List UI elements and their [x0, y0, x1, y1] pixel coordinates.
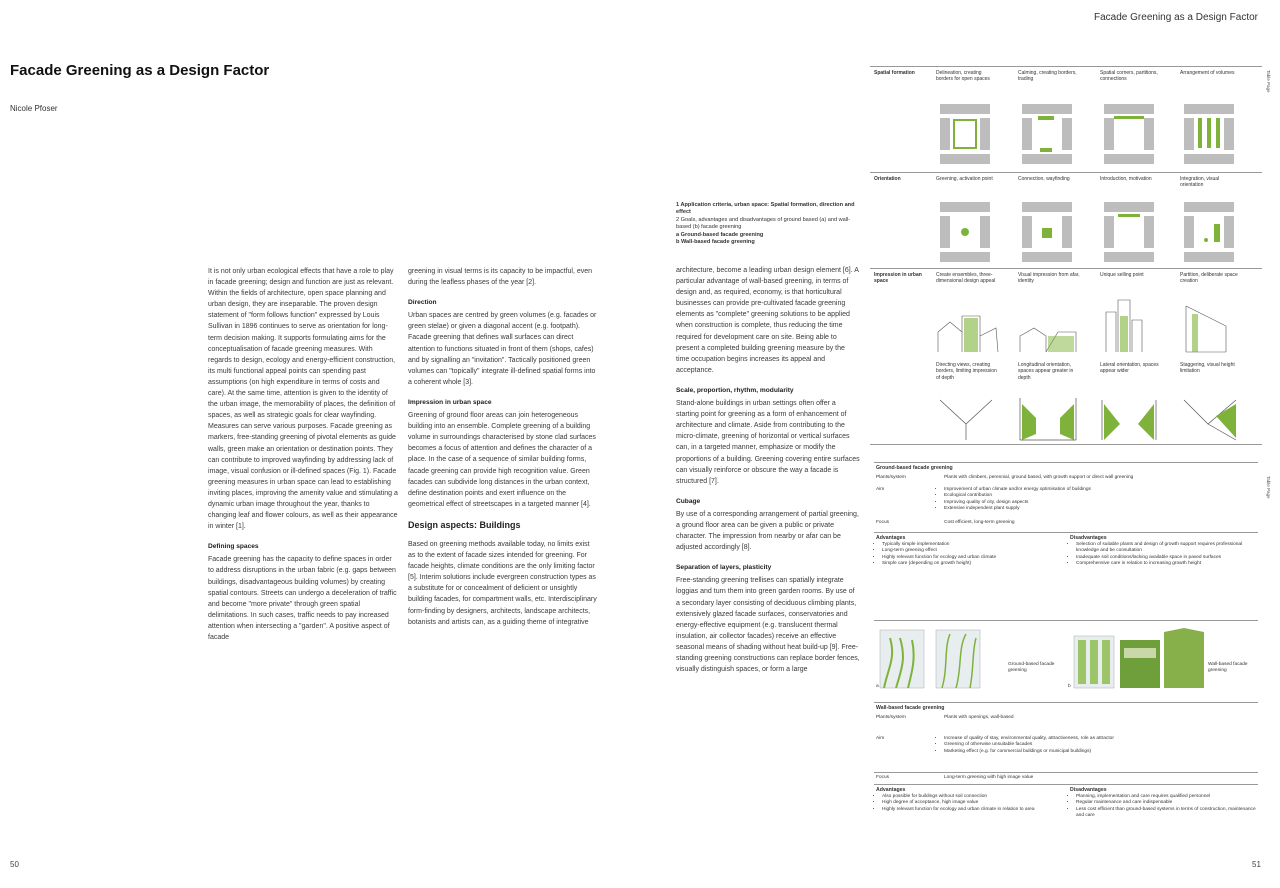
row3-cell-4: Partition, deliberate space creation — [1180, 272, 1238, 285]
label-aim: Aim — [876, 736, 885, 741]
disadvantage-item: • Comprehensive care in relation to increasing growth height — [1076, 561, 1262, 567]
row3-sketches — [936, 292, 1256, 358]
disadvantage-item: • Regular maintenance and care indispensable — [1076, 800, 1262, 806]
caption-line-1: 1 Application criteria, urban space: Spatial formation, direction and effect — [676, 202, 855, 216]
diagram-delineation — [940, 104, 990, 164]
advantage-item: • Highly relevant function for ecology and urban climate — [882, 555, 1068, 561]
section-title-ground-based: Ground-based facade greening — [876, 465, 953, 471]
subheading-defining-spaces: Defining spaces — [208, 543, 259, 551]
col3-paragraph-2: Stand-alone buildings in urban settings often offer a starting point for greening as a form of enhancement of architecture and climate. Aside from contributing to the micro-climate, greening of horizontal or vertical surfaces can, in a targeted manner, emphasize or modify the proportions of a building. Greening covering entire surfaces can visually reinforce or obscure the way a facade is structured [7]. — [676, 400, 860, 485]
list-advantages — [874, 542, 1068, 567]
section-title-wall-based: Wall-based facade greening — [876, 705, 945, 711]
col2-paragraph-3: Greening of ground floor areas can join heterogeneous building into an ensemble. Complete greening of a building volume in surroundings characterised by stone clad surfaces becomes a focus of attention and defines the character of a place. In the case of a sequence of similar building forms, facade greening can provide high recognition value. Green facades can subdivide long distances in the urban context, define destination points and exert influence on the geometrical effect of streetscapes in a targeted manner [4]. — [408, 412, 596, 508]
label-b: b — [1068, 684, 1071, 689]
row4-cell-2: Longitudinal orientation, spaces appear greater in depth — [1018, 362, 1074, 381]
row-label-impression: Impression in urban space — [874, 272, 922, 285]
label-focus: Focus — [876, 520, 890, 525]
diagram-volumes — [1184, 104, 1234, 164]
heading-design-aspects: Design aspects: Buildings — [408, 519, 521, 530]
label-disadvantages: Disadvantages — [1070, 787, 1107, 793]
list-disadvantages — [1068, 542, 1262, 567]
row4-cell-4: Staggering, visual height limitation — [1180, 362, 1235, 375]
advantage-item: • Highly relevant function for ecology and urban climate in relation to area — [882, 807, 1068, 813]
col3-paragraph-4: Free-standing greening trellises can spatially integrate loggias and turn them into green garden rooms. By use of a secondary layer consisting of deciduous climbing plants, extensively glazed facade surfaces, conservatories and energy-effective equipment (e.g. translucent thermal insulation, air collector facades) receive an effective seasonal means of shading without heat build-up [9]. Free-standing greening constructions can replace border fences, visually distinguish spaces, or form a large — [676, 577, 860, 674]
row2-cell-3: Introduction, motivation — [1100, 176, 1152, 182]
disadvantage-item: • Selection of suitable plants and design of growth support requires professional knowledge and be consultation — [1076, 542, 1262, 555]
author: Nicole Pfoser — [10, 104, 58, 113]
figure-1-criteria-grid — [870, 66, 1262, 446]
row2-diagrams — [936, 200, 1256, 264]
value-focus: Long-term greening with high image value — [944, 775, 1034, 780]
caption-line-4: b Wall-based facade greening — [676, 239, 755, 246]
caption-line-2: 2 Goals, advantages and disadvantages of ground based (a) and wall-based (b) facade greening — [676, 216, 851, 231]
aim-item: • Improving quality of city, design aspects — [944, 500, 1256, 506]
row4-cell-3: Lateral orientation, spaces appear wider — [1100, 362, 1159, 375]
subheading-cubage: Cubage — [676, 497, 701, 505]
rule — [870, 172, 1262, 173]
text-column-2 — [408, 266, 598, 628]
row4-cell-1: Directing views, creating borders, limiting impression of depth — [936, 362, 997, 381]
label-a: a — [876, 684, 879, 689]
row1-cell-3: Spatial corners, partitions, connections — [1100, 70, 1158, 83]
col1-paragraph-1: It is not only urban ecological effects that have a role to play in facade greening; design and function are just as relevant. Within the fields of architecture, open space planning and urban design, they are inseparable. The proven design statement of "form follows function" expressed by Louis Sullivan in 1896 continues to serve as orientation for long-term decision making. It supports formulating aims for the conceptualisation of facade greening measures. With regards to design, ecology and energy-efficient construction, its multi functional appeal points can spending past assumptions (on high expenditure in terms of costs and care). At the same time, attention is given to the identity of the urban image, the memorability of places, the definition of spaces, as well as strategic goals for clear wayfinding. Measures can serve various purposes. Facade greening as markers, free-standing greening of pivotal elements as guide walls, green make an orientation or destination points. They can contribute to improved wayfinding by addressing lack of image, visual confusion or ill-defined spaces (Fig. 1). Facade greening measures in urban space can lead to establishing inviting places, improving the amenity value and stimulating a dynamic urban image throughout the year, thanks to changing leaf and flower colours, as well as their appearance in winter [1]. — [208, 268, 398, 531]
advantage-item: • Typically simple implementation — [882, 542, 1068, 548]
list-disadvantages — [1068, 794, 1262, 819]
text-column-1 — [208, 266, 398, 643]
rule — [874, 532, 1258, 533]
row1-diagrams — [936, 102, 1256, 170]
col3-paragraph-1: architecture, become a leading urban design element [6]. A particular advantage of wall-based greening, in terms of design and, as required, economy, is that horticultural businesses can provide pre-cultivated facade greening elements as "complete" greening solutions to be applied when construction is complete, thus reducing the time required for development care on site. Being able to present a completed building greening measure by the time occupation begins increases its appeal and acceptance. — [676, 267, 859, 374]
fig-label-ground-based: Ground-based facade greening — [1008, 662, 1055, 674]
disadvantage-item: • Less cost efficient than ground-based systems in terms of construction, maintenance and care — [1076, 807, 1262, 820]
col2-paragraph-1: greening in visual terms is its capacity to be impactful, even during the leafless phases of the year [2]. — [408, 268, 593, 287]
advantage-item: • Simple care (depending on growth height) — [882, 561, 1068, 567]
row1-cell-2: Calming, creating borders, trading — [1018, 70, 1077, 83]
advantage-item: • Also possible for buildings without soil connection — [882, 794, 1068, 800]
aim-item: • Increase of quality of stay, environmental quality, attractiveness, role as attractor — [944, 736, 1256, 742]
disadvantage-item: • Planning, implementation and care requires qualified personnel — [1076, 794, 1262, 800]
rule — [874, 772, 1258, 773]
row1-cell-1: Delineation, creating borders for open spaces — [936, 70, 990, 83]
aim-item: • Ecological contribution — [944, 493, 1256, 499]
rule — [874, 620, 1258, 621]
advantage-item: • Long-term greening effect — [882, 548, 1068, 554]
page-number-right: 51 — [1252, 860, 1261, 869]
list-advantages — [874, 794, 1068, 813]
subheading-impression: Impression in urban space — [408, 398, 492, 406]
label-advantages: Advantages — [876, 787, 906, 793]
value-plants-system: Plants with openings, wall-based — [944, 715, 1014, 720]
col2-paragraph-4: Based on greening methods available today, no limits exist as to the extent of facade sizes intended for greening. For facade heights, climate conditions are the only limiting factor [5]. Interim solutions include evergreen construction types as a substitute for or concealment of deficient or unsightly building facades, for compartment walls, etc. Interdisciplinary form-finding by designers, architects, landscape architects, botanists and artists can, as a guiding theme of integrative — [408, 540, 597, 626]
caption-line-3: a Ground-based facade greening — [676, 231, 764, 238]
illustration-ground-based — [876, 628, 1006, 692]
figure-caption — [676, 202, 858, 246]
subheading-scale: Scale, proportion, rhythm, modularity — [676, 386, 794, 394]
aim-item: • Improvement of urban climate and/or energy optimisation of buildings — [944, 487, 1256, 493]
col1-paragraph-2: Facade greening has the capacity to define spaces in order to address disruptions in the urban fabric (e.g. gaps between buildings, disadvantageous building volumes) by creating spatial contours. Streets can undergo a deceleration of traffic and become "more private" through green spatial delimitations. In such cases, traffic needs to pay increased attention when intersecting a "garden". A positive aspect of facade — [208, 556, 397, 641]
side-tag: Table Page — [1266, 476, 1271, 499]
label-advantages: Advantages — [876, 535, 906, 541]
rule — [870, 444, 1262, 445]
list-aims — [936, 487, 1256, 512]
side-tag: Table Page — [1266, 70, 1271, 93]
aim-item: • Extensive independent plant supply — [944, 506, 1256, 512]
illustration-wall-based — [1072, 628, 1206, 692]
row2-cell-1: Greening, activation point — [936, 176, 993, 182]
text-column-3 — [676, 265, 860, 675]
row3-cell-1: Create ensembles, three-dimensional design appeal — [936, 272, 996, 285]
value-focus: Cost efficient, long-term greening — [944, 520, 1015, 525]
page-number-left: 50 — [10, 860, 19, 869]
fig-label-wall-based: Wall-based facade greening — [1208, 662, 1248, 674]
rule — [874, 702, 1258, 703]
row3-cell-3: Unique selling point — [1100, 272, 1144, 278]
advantage-item: • High degree of acceptance, high image value — [882, 800, 1068, 806]
page-title: Facade Greening as a Design Factor — [10, 62, 270, 79]
list-aims — [936, 736, 1256, 755]
row2-cell-4: Integration, visual orientation — [1180, 176, 1220, 189]
row1-cell-4: Arrangement of volumes — [1180, 70, 1235, 76]
rule — [870, 66, 1262, 67]
rule — [874, 462, 1258, 463]
rule — [870, 268, 1262, 269]
value-plants-system: Plants with climbers, perennial, ground based, with growth support or direct wall greening — [944, 475, 1134, 480]
label-plants-system: Plants/system — [876, 715, 906, 720]
label-aim: Aim — [876, 487, 885, 492]
diagram-calming — [1022, 104, 1072, 164]
label-focus: Focus — [876, 775, 890, 780]
col2-paragraph-2: Urban spaces are centred by green volumes (e.g. facades or green stelae) or given a diagonal accent (e.g. footpath). Facade greening that defines wall surfaces can direct attention to functions situated in front of them (shops, cafes) and by signalling an "invitation". Tactically positioned green volumes can "topically" integrate ill-defined spatial forms into a coherent whole [3]. — [408, 312, 597, 386]
row2-cell-2: Connection, wayfinding — [1018, 176, 1070, 182]
aim-item: • Marketing effect (e.g. for commercial buildings or municipal buildings) — [944, 749, 1256, 755]
subheading-layers: Separation of layers, plasticity — [676, 564, 772, 572]
rule — [874, 784, 1258, 785]
aim-item: • Greening of otherwise unsuitable facades — [944, 742, 1256, 748]
row-label-orientation: Orientation — [874, 176, 901, 182]
row-label-spatial-formation: Spatial formation — [874, 70, 915, 76]
label-plants-system: Plants/system — [876, 475, 906, 480]
subheading-direction: Direction — [408, 299, 437, 307]
label-disadvantages: Disadvantages — [1070, 535, 1107, 541]
running-head: Facade Greening as a Design Factor — [1094, 12, 1258, 23]
row4-perspectives — [936, 394, 1256, 442]
disadvantage-item: • Inadequate soil conditions/lacking available space in paved surfaces — [1076, 555, 1262, 561]
row3-cell-2: Visual impression from afar, identity — [1018, 272, 1080, 285]
diagram-spatial-corners — [1104, 104, 1154, 164]
col3-paragraph-3: By use of a corresponding arrangement of partial greening, a ground floor area can be given a public or private character. The impression from nearby or afar can be adjusted accordingly [8]. — [676, 510, 859, 552]
figure-2-table — [874, 462, 1258, 852]
